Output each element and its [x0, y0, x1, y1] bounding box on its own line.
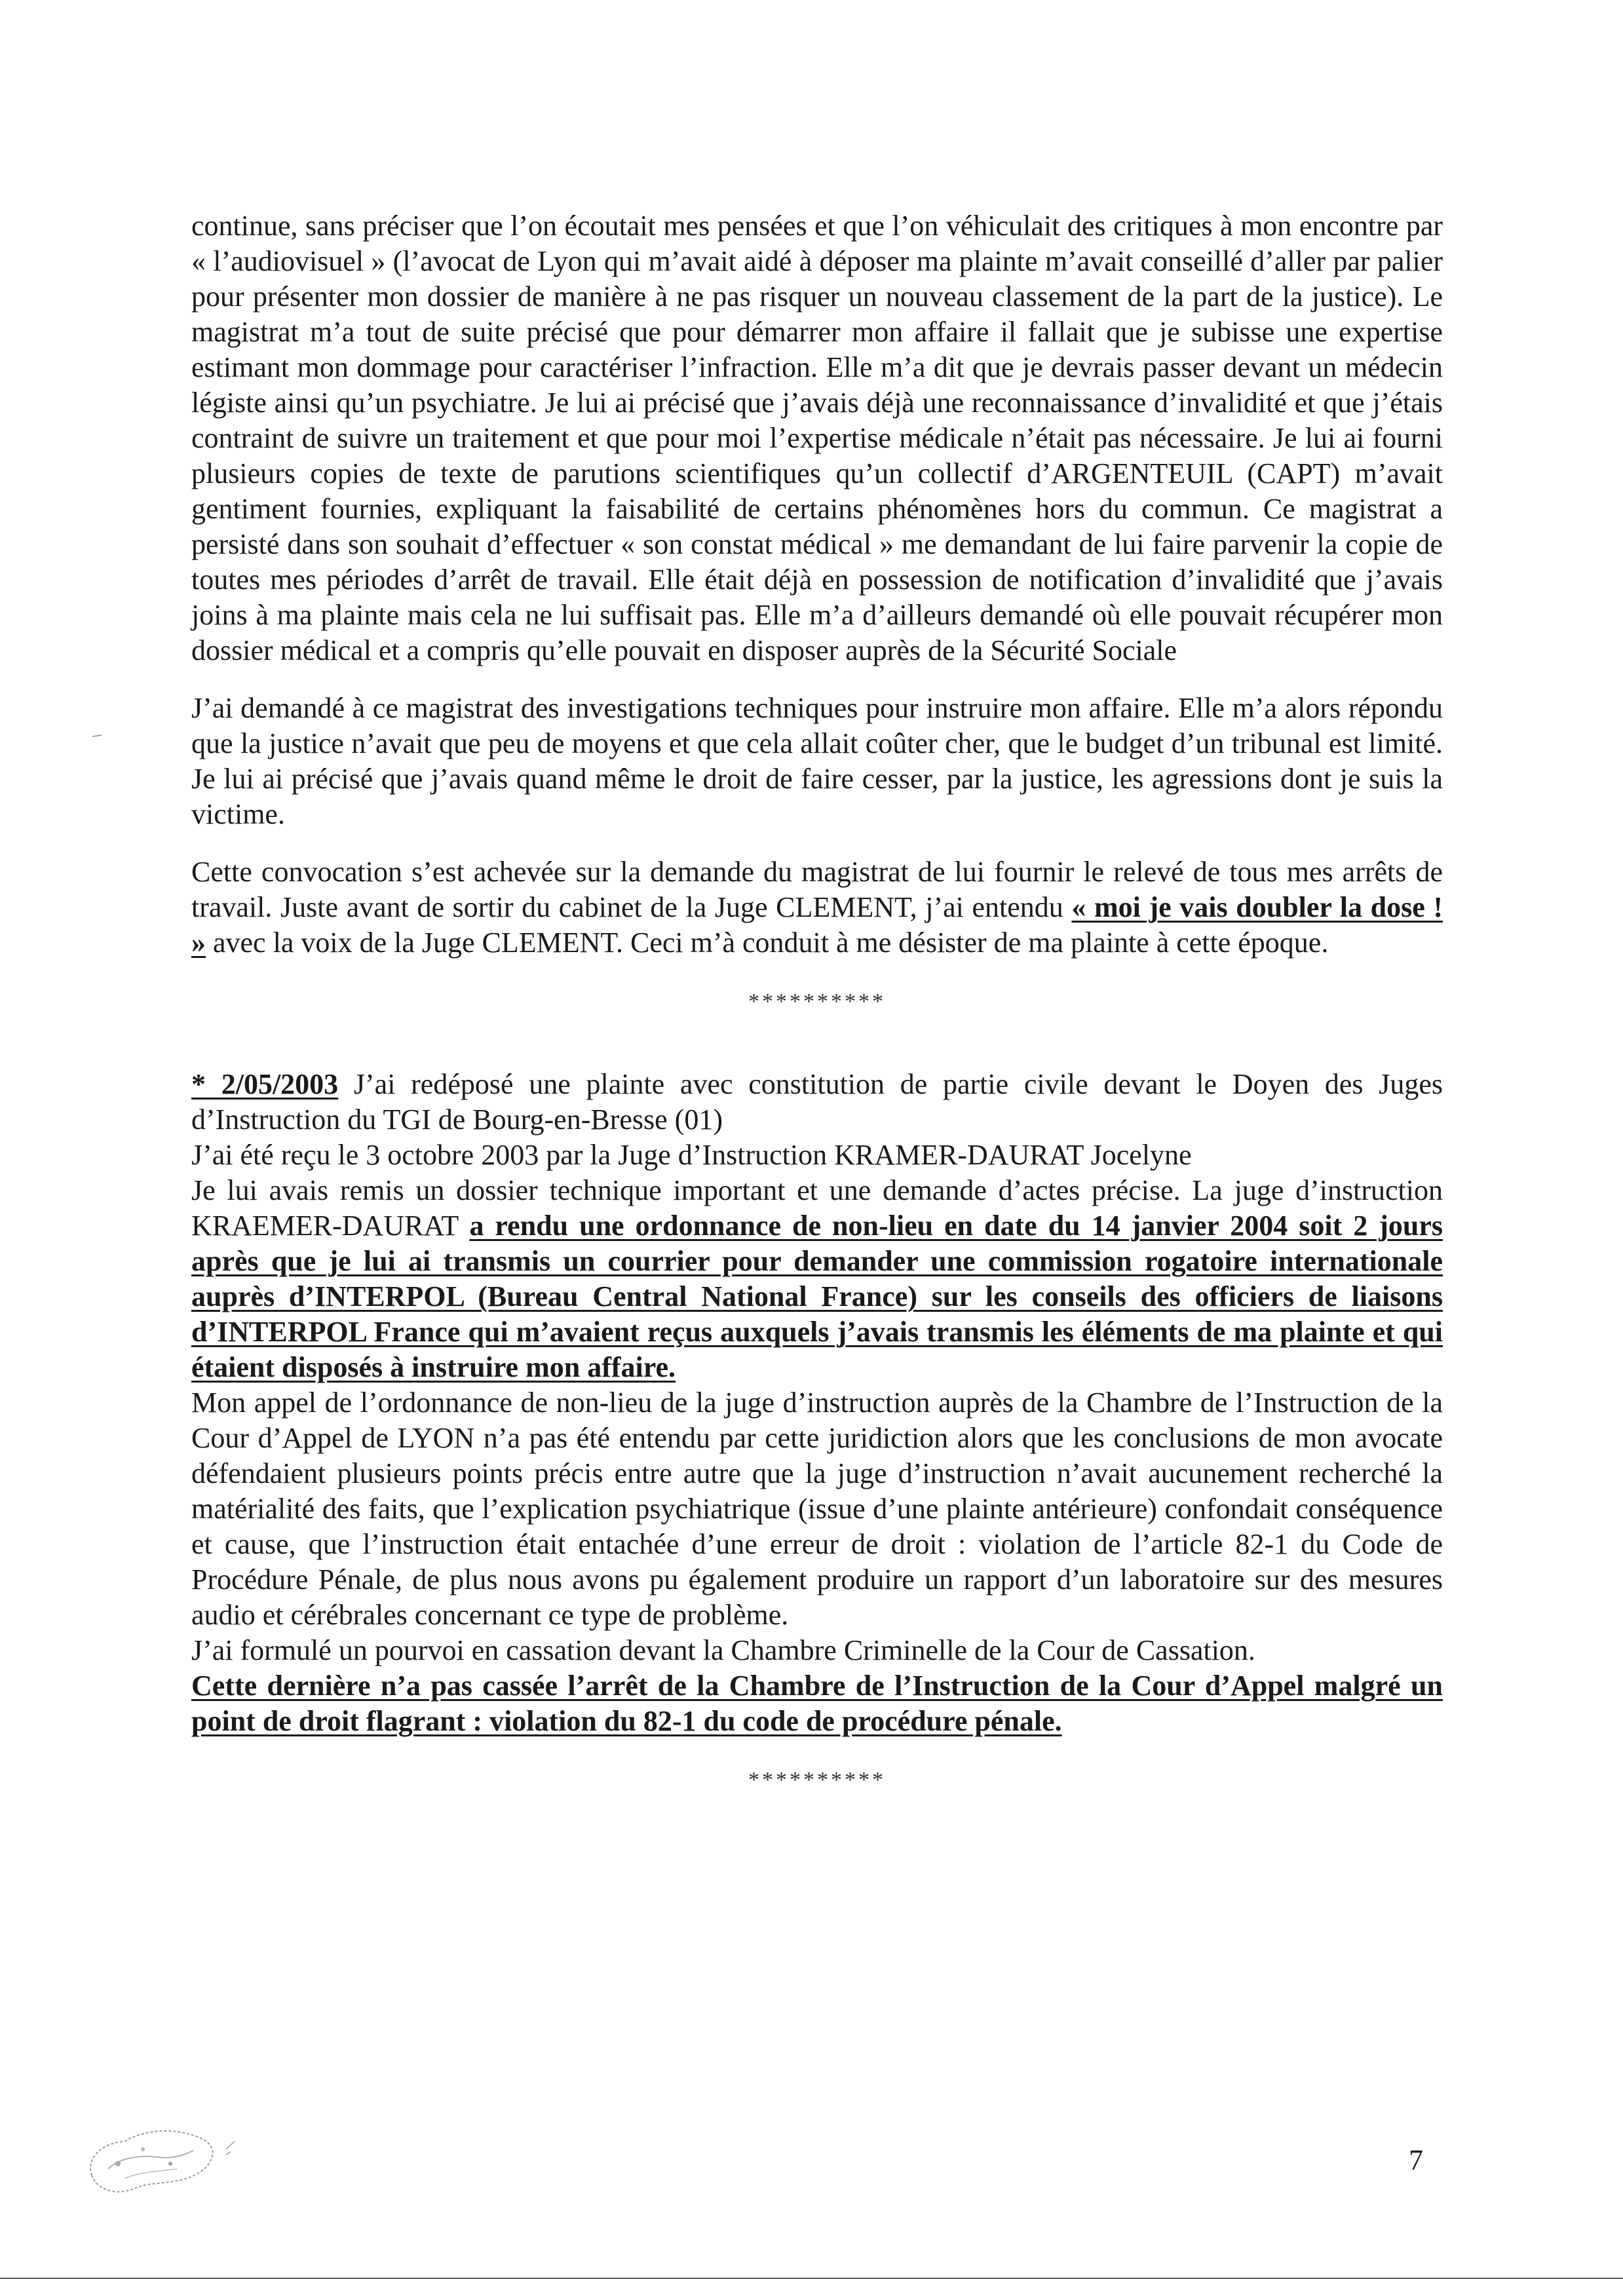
page-body — [191, 208, 1443, 1845]
complaint-date: * 2/05/2003 — [191, 1068, 339, 1100]
scan-speck — [92, 734, 102, 738]
paragraph-new-complaint — [191, 1067, 1443, 1138]
paragraph-judge-meeting: J’ai été reçu le 3 octobre 2003 par la Juge d’Instruction KRAMER-DAURAT Jocelyne — [191, 1139, 1192, 1171]
section-separator: ********** — [748, 989, 886, 1014]
paragraph-appeal: Mon appel de l’ordonnance de non-lieu de la juge d’instruction auprès de la Chambre de l’Instruction de la Cour d’Appel de LYON n’a pas été entendu par cette juridiction alors que les conclusions de mon avocate défendaient plusieurs points précis entre autre que la juge d’instruction n’avait aucunement recherché la matérialité des faits, que l’explication psychiatrique (issue d’une plainte antérieure) confondait conséquence et cause, que l’instruction était entachée d’une erreur de droit : violation de l’article 82-1 du Code de Procédure Pénale, de plus nous avons pu également produire un rapport d’un laboratoire sur des mesures audio et cérébrales concernant ce type de problème. — [191, 1387, 1443, 1631]
paragraph-expertise: continue, sans préciser que l’on écoutait mes pensées et que l’on véhiculait des critiques à mon encontre par « l’audiovisuel » (l’avocat de Lyon qui m’avait aidé à déposer ma plainte m’avait conseillé d’aller par palier pour présenter mon dossier de manière à ne pas risquer un nouveau classement de la part de la justice). Le magistrat m’a tout de suite précisé que pour démarrer mon affaire il fallait que je subisse une expertise estimant mon dommage pour caractériser l’infraction. Elle m’a dit que je devrais passer devant un médecin légiste ainsi qu’un psychiatre. Je lui ai précisé que j’avais déjà une reconnaissance d’invalidité et que j’étais contraint de suivre un traitement et que pour moi l’expertise médicale n’était pas nécessaire. Je lui ai fourni plusieurs copies de texte de parutions scientifiques qu’un collectif d’ARGENTEUIL (CAPT) m’avait gentiment fournies, expliquant la faisabilité de certains phénomènes hors du commun. Ce magistrat a persisté dans son souhait d’effectuer « son constat médical » me demandant de lui faire parvenir la copie de toutes mes périodes d’arrêt de travail. Elle était déjà en possession de notification d’invalidité que j’avais joins à ma plainte mais cela ne lui suffisait pas. Elle m’a d’ailleurs demandé où elle pouvait récupérer mon dossier médical et a compris qu’elle pouvait en disposer auprès de la Sécurité Sociale — [191, 210, 1443, 666]
paragraph-investigations: J’ai demandé à ce magistrat des investigations techniques pour instruire mon affaire. Elle m’a alors répondu que la justice n’avait que peu de moyens et que cela allait coûter cher, que le budget d’un tribunal est limité. Je lui ai précisé que j’avais quand même le droit de faire cesser, par la justice, les agressions dont je suis la victime. — [191, 692, 1443, 830]
convocation-text: Cette convocation s’est achevée sur la demande du magistrat de lui fournir le relevé de tous mes arrêts de travail. Juste avant de sortir du cabinet de la Juge CLEMENT, j’ai entendu — [191, 856, 1443, 923]
non-lieu-highlight: a rendu une ordonnance de non-lieu en date du 14 janvier 2004 soit 2 jours après que je lui ai transmis un courrier pour demander une commission rogatoire internationale auprès d’INTERPOL (Bureau Central National France) sur les conseils des officiers de liaisons d’INTERPOL France qui m’avaient reçus auxquels j’avais transmis les éléments de ma plainte et qui étaient disposés à instruire mon affaire. — [191, 1210, 1443, 1383]
paragraph-non-lieu — [191, 1173, 1443, 1385]
paragraph-cassation-result: Cette dernière n’a pas cassée l’arrêt de la Chambre de l’Instruction de la Cour d’Appel malgré un point de droit flagrant : violation du 82-1 du code de procédure pénale. — [191, 1670, 1443, 1737]
scan-smudge-mark — [79, 2103, 242, 2202]
quoted-threat: « moi je vais doubler la dose ! » — [191, 891, 1443, 959]
page-number: 7 — [1409, 2144, 1423, 2176]
non-lieu-intro: Je lui avais remis un dossier technique important et une demande d’actes précise. La juge d’instruction KRAEMER-DAURAT — [191, 1174, 1443, 1242]
bottom-rule — [0, 2278, 1623, 2279]
section-separator-end: ********** — [748, 1768, 886, 1792]
complaint-text: J’ai redéposé une plainte avec constitution de partie civile devant le Doyen des Juges d’Instruction du TGI de Bourg-en-Bresse (01) — [191, 1068, 1443, 1136]
convocation-text-end: avec la voix de la Juge CLEMENT. Ceci m’à conduit à me désister de ma plainte à cette époque. — [206, 927, 1329, 959]
paragraph-cassation: J’ai formulé un pourvoi en cassation devant la Chambre Criminelle de la Cour de Cassation. — [191, 1634, 1255, 1666]
paragraph-convocation — [191, 854, 1443, 961]
